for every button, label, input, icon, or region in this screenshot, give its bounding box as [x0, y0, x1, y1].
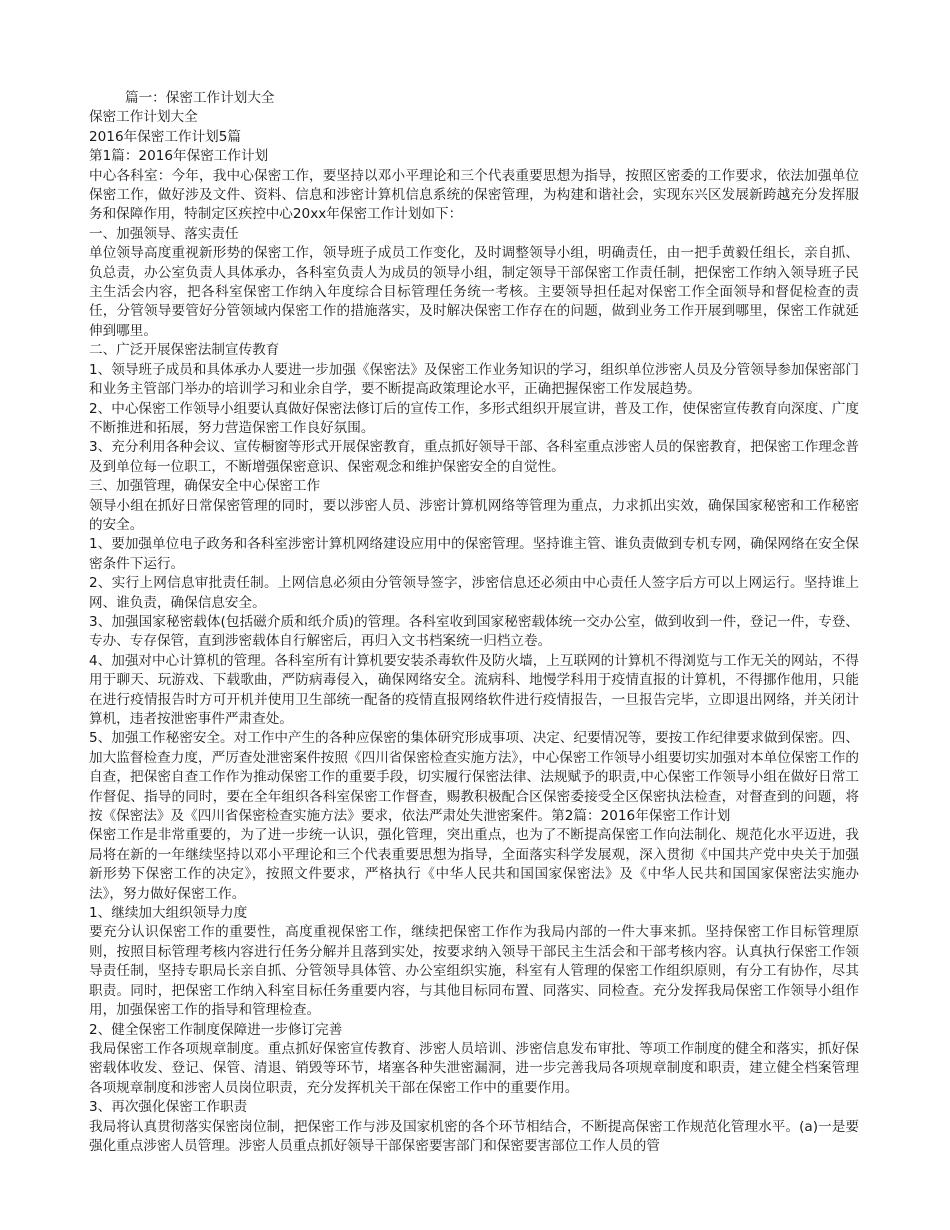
section-heading-6: 3、再次强化保密工作职责 — [89, 1099, 248, 1116]
doc-line-3: 第1篇：2016年保密工作计划 — [89, 148, 269, 165]
doc-paragraph: 2、实行上网信息审批责任制。上网信息必须由分管领导签字，涉密信息还必须由中心责任人签字后方可以上网运行。坚持谁上网、谁负责，确保信息安全。 — [89, 575, 859, 611]
doc-paragraph: 我局保密工作各项规章制度。重点抓好保密宣传教育、涉密人员培训、涉密信息发布审批、等项工作制度的健全和落实，抓好保密载体收发、登记、保管、清退、销毁等环节，堵塞各种失泄密漏洞，进一步完善我局各项规章制度和职责，建立健全档案管理各项规章制度和涉密人员岗位职责，充分发挥机关干部在保密工作中的重要作用。 — [89, 1040, 859, 1096]
doc-paragraph: 3、充分利用各种会议、宣传橱窗等形式开展保密教育，重点抓好领导干部、各科室重点涉密人员的保密教育，把保密工作理念普及到单位每一位职工，不断增强保密意识、保密观念和维护保密安全的自觉性。 — [89, 439, 859, 475]
section-heading-4: 1、继续加大组织领导力度 — [89, 905, 248, 922]
doc-paragraph: 我局将认真贯彻落实保密岗位制，把保密工作与涉及国家机密的各个环节相结合，不断提高保密工作规范化管理水平。(a)一是要强化重点涉密人员管理。涉密人员重点抓好领导干部保密要害部门和保密要害部位工作人员的管 — [89, 1118, 859, 1154]
section-heading-1: 一、加强领导、落实责任 — [89, 225, 239, 242]
doc-paragraph: 5、加强工作秘密安全。对工作中产生的各种应保密的集体研究形成事项、决定、纪要情况等，要按工作纪律要求做到保密。四、加大监督检查力度，严厉查处泄密案件按照《四川省保密检查实施方法》，中心保密工作领导小组要切实加强对本单位保密工作的自查，把保密自查工作作为推动保密工作的重要手段，切实履行保密法律、法规赋予的职责,中心保密工作领导小组在做好日常工作督促、指导的同时，要在全年组织各科室保密工作督查，赐教积极配合区保密委接受全区保密执法检查，对督查到的问题，将按《保密法》及《四川省保密检查实施方法》要求，依法严肃处失泄密案件。第2篇：2016年保密工作计划 — [89, 730, 859, 825]
document-title: 篇一：保密工作计划大全 — [125, 90, 275, 106]
doc-paragraph: 保密工作是非常重要的，为了进一步统一认识，强化管理，突出重点，也为了不断提高保密工作向法制化、规范化水平迈进，我局将在新的一年继续坚持以邓小平理论和三个代表重要思想为指导，全面落实科学发展观，深入贯彻《中国共产党中央关于加强新形势下保密工作的决定》，按照文件要求，严格执行《中华人民共和国国家保密法》及《中华人民共和国国家保密法实施办法》，努力做好保密工作。 — [89, 827, 859, 902]
document-page — [89, 89, 859, 1156]
doc-paragraph: 单位领导高度重视新形势的保密工作，领导班子成员工作变化，及时调整领导小组，明确责任，由一把手黄毅任组长，亲自抓、负总责，办公室负责人具体承办，各科室负责人为成员的领导小组，制定领导干部保密工作责任制，把保密工作纳入领导班子民主生活会内容，把各科室保密工作纳入年度综合目标管理任务统一考核。主要领导担任起对保密工作全面领导和督促检查的责任，分管领导要管好分管领域内保密工作的措施落实，及时解决保密工作存在的问题，做到业务工作开展到哪里，保密工作就延伸到哪里。 — [89, 245, 859, 339]
doc-paragraph: 3、加强国家秘密载体(包括磁介质和纸介质)的管理。各科室收到国家秘密载体统一交办公室，做到收到一件，登记一件，专登、专办、专存保管，直到涉密载体自行解密后，再归入文书档案统一归档立卷。 — [89, 613, 859, 650]
doc-paragraph: 要充分认识保密工作的重要性，高度重视保密工作，继续把保密工作作为我局内部的一件大事来抓。坚持保密工作目标管理原则，按照目标管理考核内容进行任务分解并且落到实处，按要求纳入领导干部民主生活会和干部考核内容。认真执行保密工作领导责任制，坚持专职局长亲自抓、分管领导具体管、办公室组织实施，科室有人管理的保密工作组织原则，有分工有协作，尽其职责。同时，把保密工作纳入科室目标任务重要内容，与其他目标同布置、同落实、同检查。充分发挥我局保密工作领导小组作用，加强保密工作的指导和管理检查。 — [89, 924, 859, 1019]
doc-paragraph: 2、中心保密工作领导小组要认真做好保密法修订后的宣传工作，多形式组织开展宣讲，普及工作，使保密宣传教育向深度、广度不断推进和拓展，努力营造保密工作良好氛围。 — [89, 400, 859, 436]
doc-paragraph: 1、要加强单位电子政务和各科室涉密计算机网络建设应用中的保密管理。坚持谁主管、谁负责做到专机专网，确保网络在安全保密条件下运行。 — [89, 536, 859, 572]
doc-paragraph: 4、加强对中心计算机的管理。各科室所有计算机要安装杀毒软件及防火墙，上互联网的计算机不得浏览与工作无关的网站，不得用于聊天、玩游戏、下载歌曲，严防病毒侵入，确保网络安全。流病科、地慢学科用于疫情直报的计算机，不得挪作他用，只能在进行疫情报告时方可开机并使用卫生部统一配备的疫情直报网络软件进行疫情报告，一旦报告完毕，立即退出网络，并关闭计算机，违者按泄密事件严肃查处。 — [89, 652, 859, 727]
doc-line-1: 保密工作计划大全 — [89, 109, 198, 126]
doc-paragraph: 1、领导班子成员和具体承办人要进一步加强《保密法》及保密工作业务知识的学习，组织单位涉密人员及分管领导参加保密部门和业务主管部门举办的培训学习和业余自学，要不断提高政策理论水平，正确把握保密工作发展趋势。 — [89, 361, 859, 398]
section-heading-2: 二、广泛开展保密法制宣传教育 — [89, 342, 280, 359]
doc-paragraph: 领导小组在抓好日常保密管理的同时，要以涉密人员、涉密计算机网络等管理为重点，力求抓出实效，确保国家秘密和工作秘密的安全。 — [89, 497, 859, 533]
doc-paragraph-intro: 中心各科室：今年，我中心保密工作，要坚持以邓小平理论和三个代表重要思想为指导，按照区密委的工作要求，依法加强单位保密工作，做好涉及文件、资料、信息和涉密计算机信息系统的保密管理，为构建和谐社会，实现东兴区发展新跨越充分发挥服务和保障作用，特制定区疾控中心20xx年保密工作计划如下： — [89, 167, 859, 223]
section-heading-3: 三、加强管理，确保安全中心保密工作 — [89, 478, 321, 495]
section-heading-5: 2、健全保密工作制度保障进一步修订完善 — [89, 1021, 343, 1038]
doc-line-2: 2016年保密工作计划5篇 — [89, 128, 241, 145]
